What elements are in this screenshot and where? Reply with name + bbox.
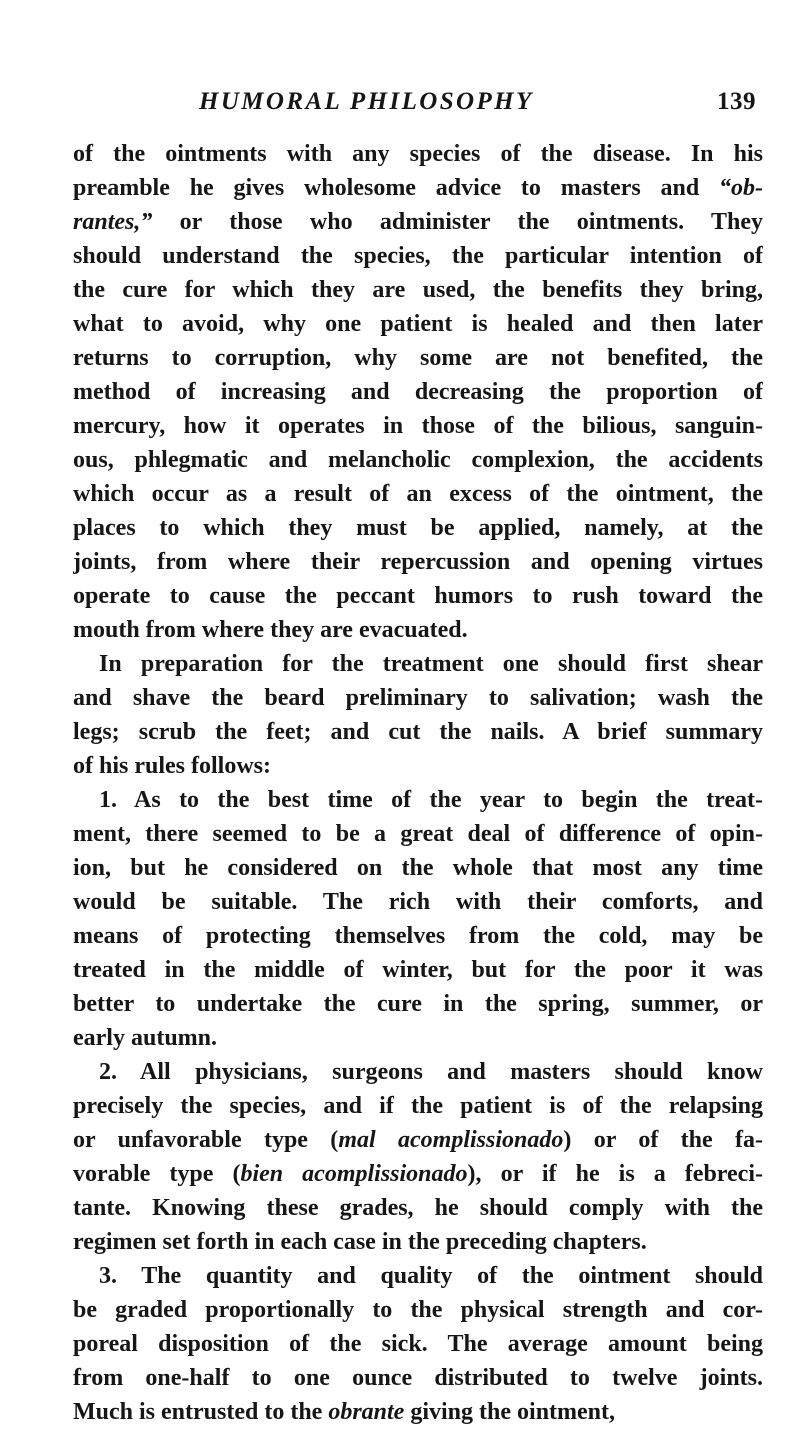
text-segment: ion, but he considered on the whole that most any time [73, 855, 763, 881]
text-line [73, 851, 763, 885]
text-segment: method of increasing and decreasing the proportion of [73, 379, 763, 405]
text-segment: 3. The quantity and quality of the ointment should [99, 1263, 763, 1289]
text-segment: what to avoid, why one patient is healed and then later [73, 311, 763, 337]
italic-term: mal acomplissionado [338, 1127, 564, 1153]
text-segment: poreal disposition of the sick. The average amount being [73, 1331, 763, 1357]
text-segment: places to which they must be applied, namely, at the [73, 515, 763, 541]
text-line [73, 1293, 763, 1327]
text-line [73, 681, 763, 715]
text-line [73, 1123, 763, 1157]
text-line [73, 885, 763, 919]
text-segment: of the ointments with any species of the disease. In his [73, 141, 763, 167]
text-line [73, 953, 763, 987]
text-segment: of his rules follows: [73, 753, 271, 779]
text-segment: would be suitable. The rich with their comforts, and [73, 889, 763, 915]
body-text [73, 137, 763, 1429]
text-line [73, 647, 763, 681]
text-segment: which occur as a result of an excess of the ointment, the [73, 481, 763, 507]
text-segment: 1. As to the best time of the year to begin the treat- [99, 787, 763, 813]
text-line [73, 1259, 763, 1293]
text-line [73, 443, 763, 477]
text-segment: ous, phlegmatic and melancholic complexion, the accidents [73, 447, 763, 473]
text-line [73, 239, 763, 273]
text-line [73, 715, 763, 749]
text-line [73, 545, 763, 579]
text-line [73, 1191, 763, 1225]
text-segment: In preparation for the treatment one should first shear [99, 651, 763, 677]
text-line [73, 307, 763, 341]
text-segment: preamble he gives wholesome advice to masters and [73, 175, 719, 201]
text-segment: operate to cause the peccant humors to rush toward the [73, 583, 763, 609]
text-line [73, 919, 763, 953]
text-line [73, 1327, 763, 1361]
text-segment: the cure for which they are used, the benefits they bring, [73, 277, 763, 303]
text-line [73, 341, 763, 375]
text-segment: 2. All physicians, surgeons and masters should know [99, 1059, 763, 1085]
text-segment: ), or if he is a febreci- [467, 1161, 763, 1187]
text-segment: be graded proportionally to the physical strength and cor- [73, 1297, 763, 1323]
text-line [73, 477, 763, 511]
text-line [73, 1157, 763, 1191]
text-segment: regimen set forth in each case in the preceding chapters. [73, 1229, 647, 1255]
text-segment: means of protecting themselves from the cold, may be [73, 923, 763, 949]
text-segment: ment, there seemed to be a great deal of difference of opin- [73, 821, 763, 847]
text-line [73, 1225, 763, 1259]
text-segment: precisely the species, and if the patient is of the relapsing [73, 1093, 763, 1119]
text-line [73, 1055, 763, 1089]
text-line [73, 1089, 763, 1123]
text-segment: giving the ointment, [404, 1399, 616, 1425]
text-segment: mercury, how it operates in those of the bilious, sanguin- [73, 413, 763, 439]
text-line [73, 205, 763, 239]
text-line [73, 1021, 763, 1055]
text-line [73, 987, 763, 1021]
text-line [73, 409, 763, 443]
text-segment: mouth from where they are evacuated. [73, 617, 468, 643]
text-segment: joints, from where their repercussion and opening virtues [73, 549, 763, 575]
text-segment: and shave the beard preliminary to salivation; wash the [73, 685, 763, 711]
text-segment: better to undertake the cure in the spring, summer, or [73, 991, 763, 1017]
text-segment: ) or of the fa- [563, 1127, 763, 1153]
text-line [73, 783, 763, 817]
text-line [73, 1361, 763, 1395]
text-line [73, 511, 763, 545]
italic-term: “ob- [719, 175, 763, 201]
text-segment: or unfavorable type ( [73, 1127, 339, 1153]
text-segment: legs; scrub the feet; and cut the nails. A brief summary [73, 719, 763, 745]
text-line [73, 137, 763, 171]
text-segment: returns to corruption, why some are not benefited, the [73, 345, 763, 371]
text-line [73, 749, 763, 783]
text-segment: vorable type ( [73, 1161, 241, 1187]
text-segment: Much is entrusted to the [73, 1399, 329, 1425]
text-segment: or those who administer the ointments. They [152, 209, 763, 235]
italic-term: rantes,” [73, 209, 153, 235]
text-line [73, 1395, 763, 1429]
text-line [73, 375, 763, 409]
page-number: 139 [717, 88, 756, 115]
italic-term: bien acomplissionado [240, 1161, 468, 1187]
text-segment: early autumn. [73, 1025, 217, 1051]
running-title: HUMORAL PHILOSOPHY [199, 88, 534, 115]
text-line [73, 273, 763, 307]
text-segment: tante. Knowing these grades, he should comply with the [73, 1195, 763, 1221]
text-line [73, 817, 763, 851]
text-line [73, 613, 763, 647]
italic-term: obrante [328, 1399, 405, 1425]
text-line [73, 171, 763, 205]
text-segment: should understand the species, the particular intention of [73, 243, 763, 269]
text-line [73, 579, 763, 613]
text-segment: from one-half to one ounce distributed to twelve joints. [73, 1365, 763, 1391]
text-segment: treated in the middle of winter, but for the poor it was [73, 957, 763, 983]
